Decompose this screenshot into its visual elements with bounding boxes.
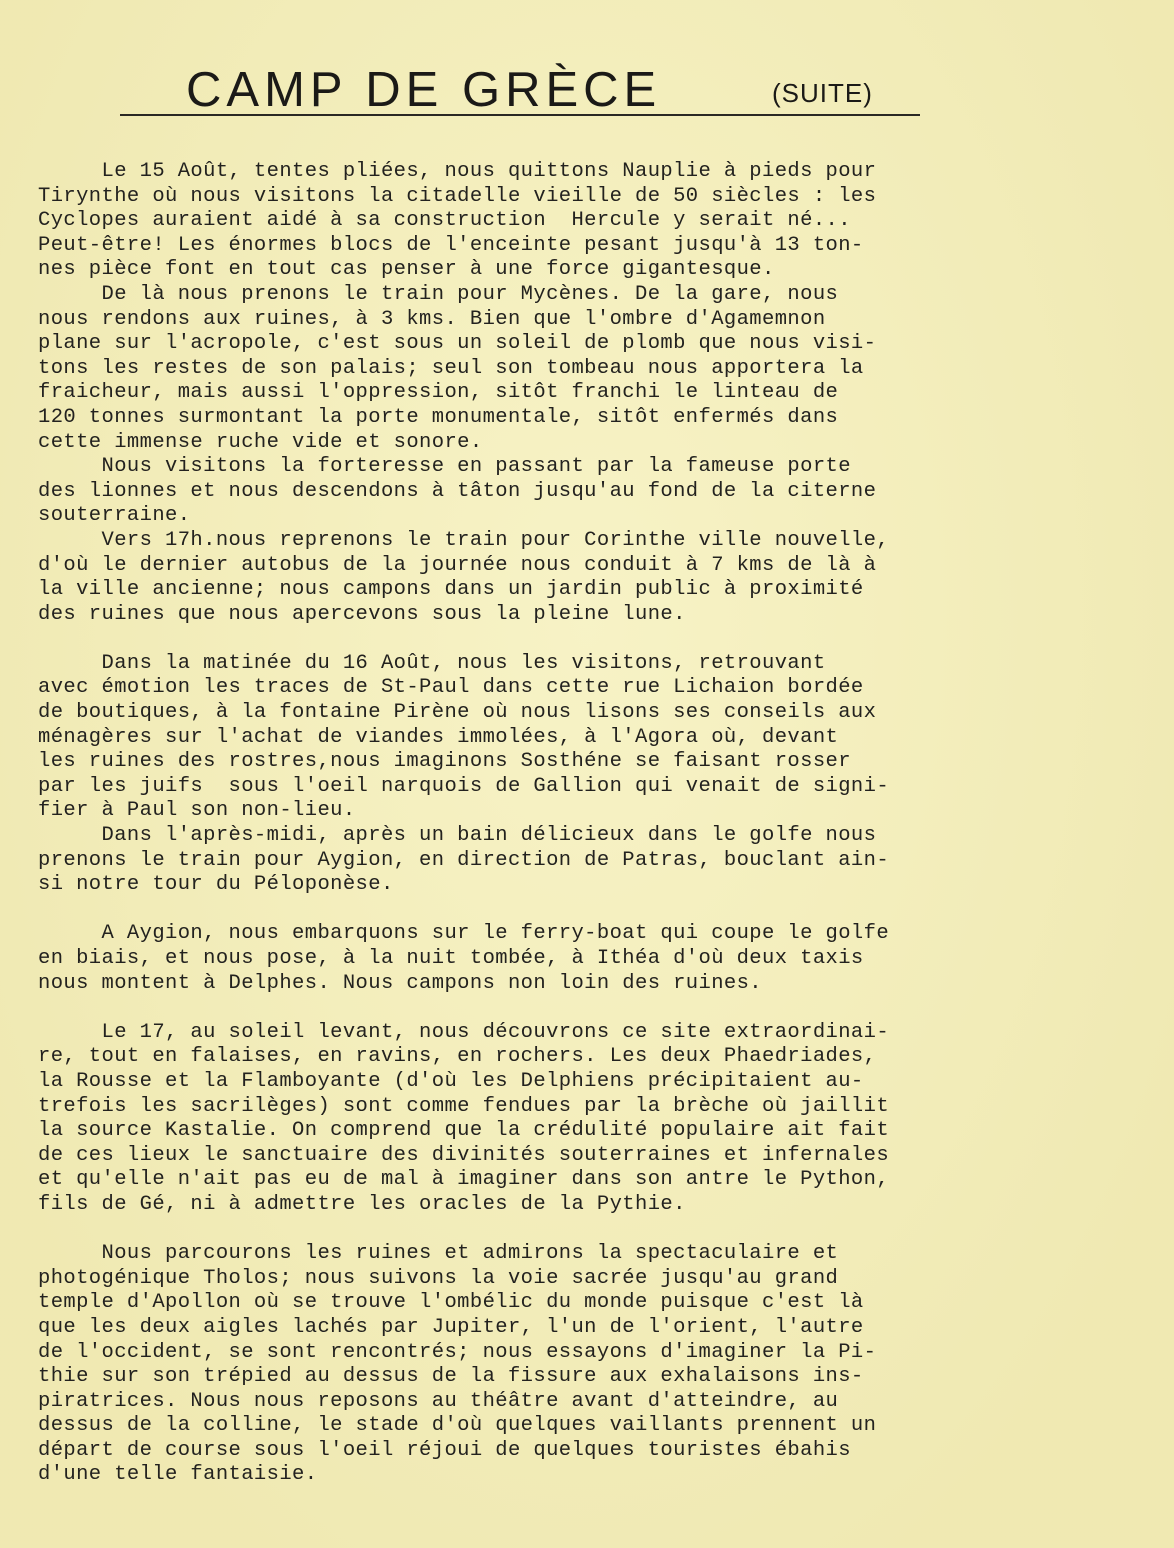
text-line: la source Kastalie. On comprend que la crédulité populaire ait fait [38, 1119, 890, 1143]
text-line: départ de course sous l'oeil réjoui de quelques touristes ébahis [38, 1438, 851, 1462]
text-line: piratrices. Nous nous reposons au théâtre avant d'atteindre, au [38, 1389, 839, 1413]
text-line: Le 17, au soleil levant, nous découvrons ce site extraordinai- [38, 1020, 890, 1044]
page-header [120, 62, 920, 118]
text-line: des lionnes et nous descendons à tâton jusqu'au fond de la citerne [38, 479, 877, 503]
text-line: d'où le dernier autobus de la journée nous conduit à 7 kms de là à [38, 553, 877, 577]
text-line: Le 15 Août, tentes pliées, nous quittons Nauplie à pieds pour [38, 160, 877, 183]
text-line: temple d'Apollon où se trouve l'ombélic du monde puisque c'est là [38, 1291, 864, 1315]
text-line: A Aygion, nous embarquons sur le ferry-boat qui coupe le golfe [38, 922, 890, 946]
text-line: thie sur son trépied au dessus de la fissure aux exhalaisons ins- [38, 1365, 864, 1389]
article-body [38, 160, 1078, 1488]
text-line: la Rousse et la Flamboyante (d'où les Delphiens précipitaient au- [38, 1069, 864, 1093]
text-line: que les deux aigles lachés par Jupiter, l'un de l'orient, l'autre [38, 1315, 864, 1339]
text-line: Vers 17h.nous reprenons le train pour Corinthe ville nouvelle, [38, 528, 890, 552]
text-line: des ruines que nous apercevons sous la pleine lune. [38, 602, 686, 626]
text-line: et qu'elle n'ait pas eu de mal à imaginer dans son antre le Python, [38, 1168, 890, 1192]
page-subtitle: (SUITE) [772, 78, 873, 108]
paragraph-gap [38, 627, 1078, 652]
text-line: tons les restes de son palais; seul son tombeau nous apportera la [38, 356, 864, 380]
text-line: fraicheur, mais aussi l'oppression, sitôt franchi le linteau de [38, 381, 839, 405]
text-line: dessus de la colline, le stade d'où quelques vaillants prennent un [38, 1414, 877, 1438]
text-line: 120 tonnes surmontant la porte monumentale, sitôt enfermés dans [38, 405, 839, 429]
page-title: CAMP DE GRÈCE [186, 63, 662, 117]
text-line: de boutiques, à la fontaine Pirène où nous lisons ses conseils aux [38, 701, 877, 725]
text-line: ménagères sur l'achat de viandes immolées, à l'Agora où, devant [38, 725, 839, 749]
text-line: prenons le train pour Aygion, en direction de Patras, bouclant ain- [38, 848, 890, 872]
text-line: cette immense ruche vide et sonore. [38, 430, 483, 454]
text-line: fier à Paul son non-lieu. [38, 799, 356, 823]
paragraph-gap [38, 1218, 1078, 1243]
text-line: les ruines des rostres,nous imaginons Sosthéne se faisant rosser [38, 750, 851, 774]
text-line: en biais, et nous pose, à la nuit tombée, à Ithéa d'où deux taxis [38, 947, 864, 970]
text-line: par les juifs sous l'oeil narquois de Gallion qui venait de signi- [38, 774, 890, 798]
text-line: Cyclopes auraient aidé à sa construction Hercule y serait né... [38, 209, 851, 233]
text-line: de ces lieux le sanctuaire des divinités souterraines et infernales [38, 1143, 890, 1167]
text-line: d'une telle fantaisie. [38, 1463, 318, 1487]
text-line: Nous visitons la forteresse en passant par la fameuse porte [38, 455, 851, 479]
text-line: re, tout en falaises, en ravins, en rochers. Les deux Phaedriades, [38, 1045, 877, 1069]
paragraph-gap [38, 898, 1078, 923]
text-line: si notre tour du Péloponèse. [38, 873, 394, 897]
paragraph-gap [38, 996, 1078, 1021]
text-line: De là nous prenons le train pour Mycènes. De la gare, nous [38, 282, 839, 306]
text-line: plane sur l'acropole, c'est sous un soleil de plomb que nous visi- [38, 332, 877, 356]
text-line: Nous parcourons les ruines et admirons la spectaculaire et [38, 1242, 839, 1266]
text-line: nous montent à Delphes. Nous campons non loin des ruines. [38, 971, 763, 995]
text-line: Tirynthe où nous visitons la citadelle vieille de 50 siècles : les [38, 184, 877, 208]
text-line: Dans la matinée du 16 Août, nous les visitons, retrouvant [38, 651, 826, 675]
text-line: de l'occident, se sont rencontrés; nous essayons d'imaginer la Pi- [38, 1340, 877, 1364]
text-line: Peut-être! Les énormes blocs de l'enceinte pesant jusqu'à 13 ton- [38, 233, 864, 257]
text-line: fils de Gé, ni à admettre les oracles de la Pythie. [38, 1192, 686, 1216]
text-line: nes pièce font en tout cas penser à une force gigantesque. [38, 258, 775, 282]
text-line: avec émotion les traces de St-Paul dans cette rue Lichaion bordée [38, 676, 864, 700]
text-line: photogénique Tholos; nous suivons la voie sacrée jusqu'au grand [38, 1266, 839, 1290]
text-line: nous rendons aux ruines, à 3 kms. Bien que l'ombre d'Agamemnon [38, 307, 826, 331]
text-line: souterraine. [38, 504, 191, 528]
title-underline [120, 114, 920, 116]
text-line: la ville ancienne; nous campons dans un jardin public à proximité [38, 578, 864, 602]
text-line: trefois les sacrilèges) sont comme fendues par la brèche où jaillit [38, 1094, 890, 1118]
text-line: Dans l'après-midi, après un bain délicieux dans le golfe nous [38, 824, 877, 848]
